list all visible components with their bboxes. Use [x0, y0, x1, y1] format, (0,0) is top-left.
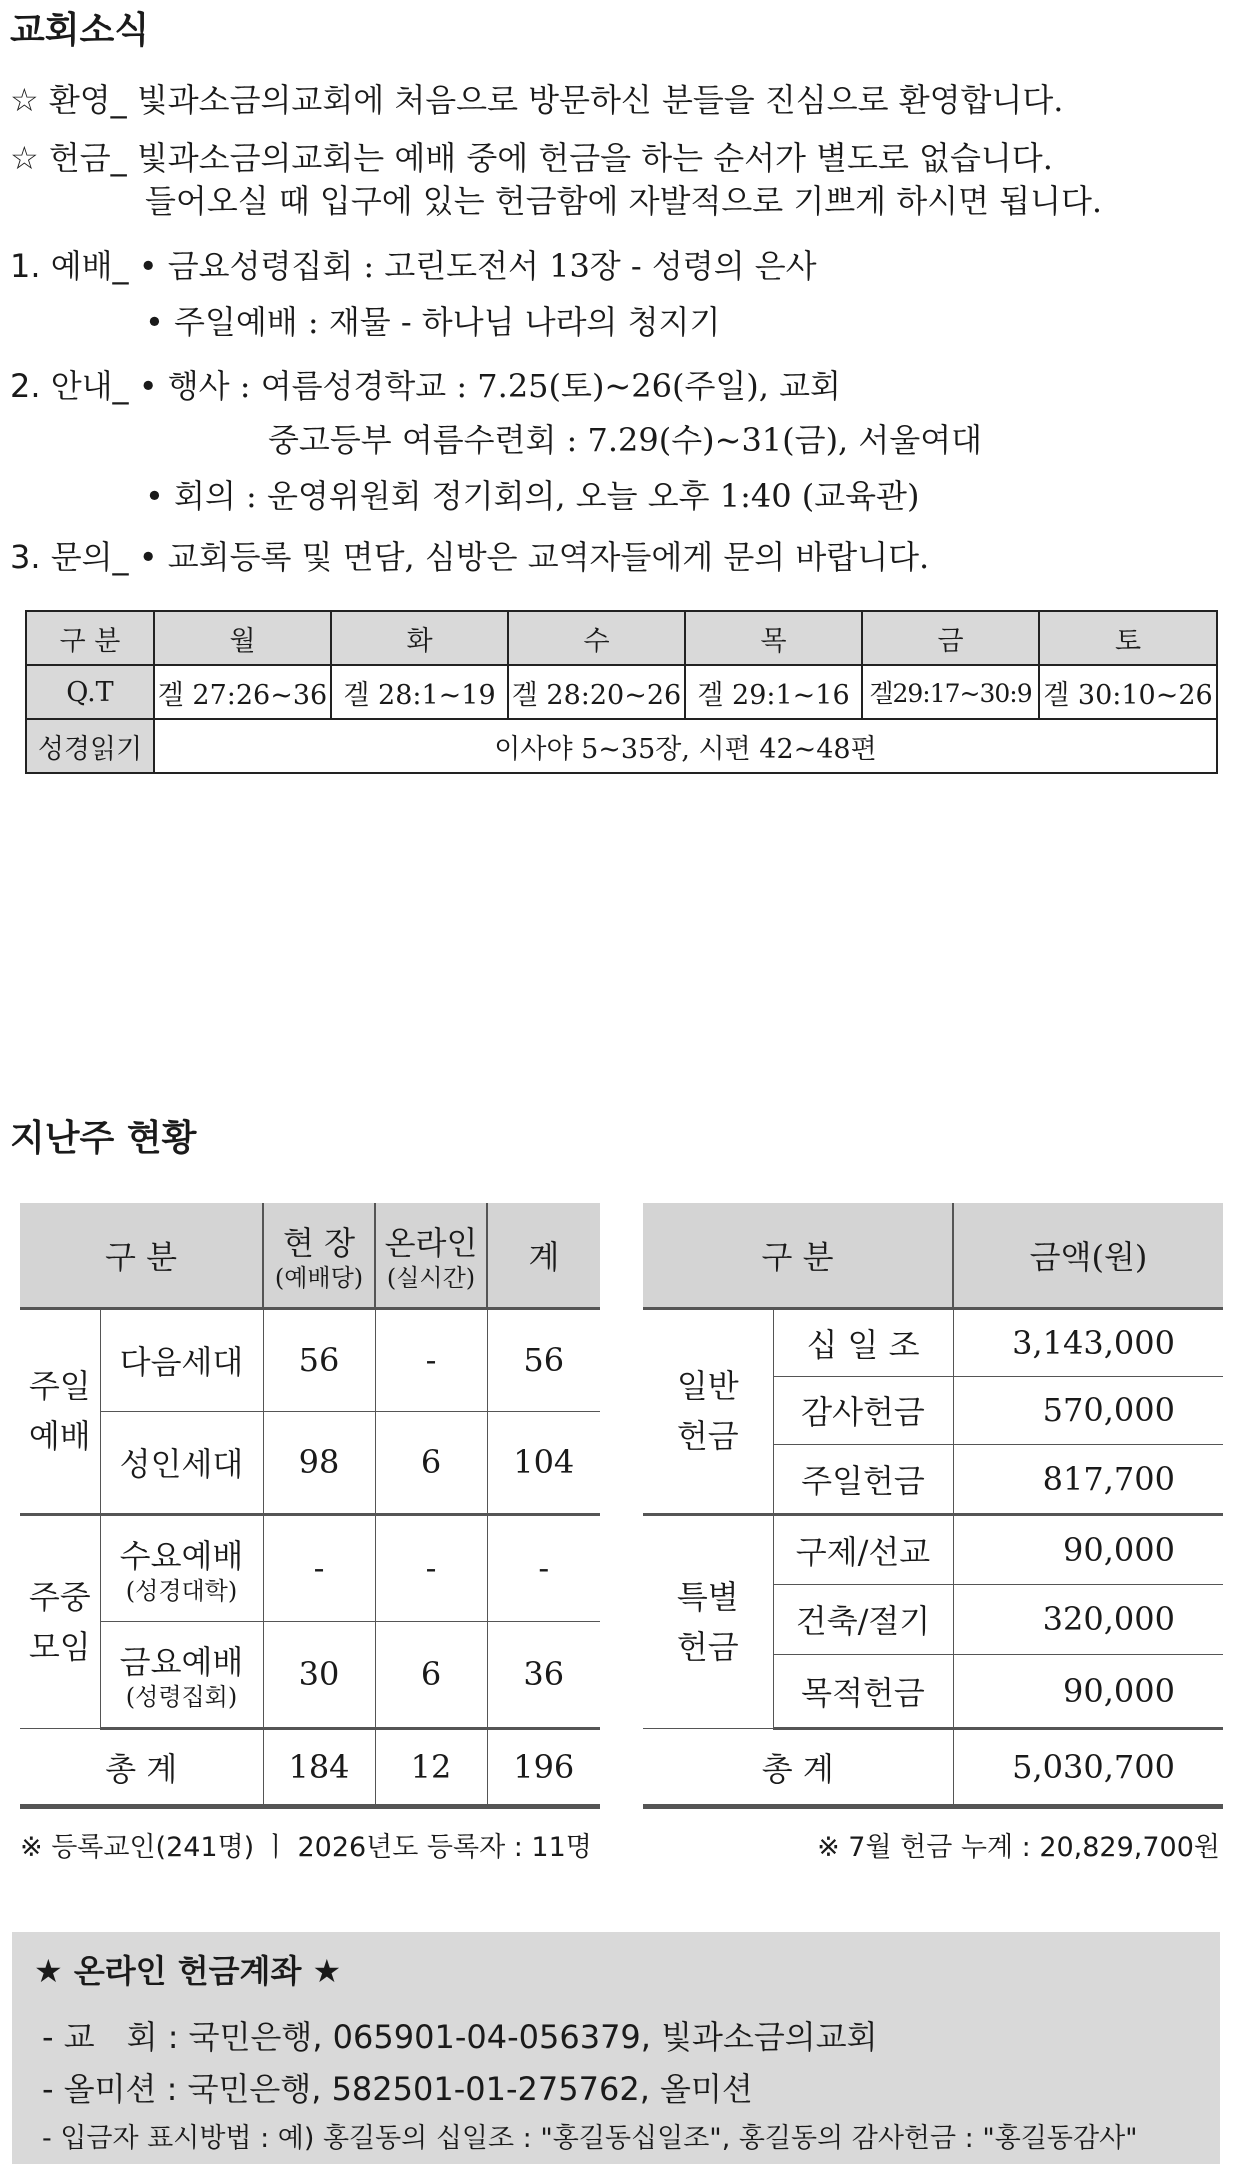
- attendance-head-online: [375, 1203, 487, 1308]
- reading-row: [26, 719, 1217, 773]
- table-row-total: [643, 1728, 1223, 1806]
- offering-head-category: 구 분: [643, 1203, 953, 1308]
- sum-label: 총 계: [20, 1728, 263, 1806]
- offering-label: ☆ 헌금_: [10, 139, 127, 177]
- qt-day: 수: [508, 611, 685, 665]
- group-special: 특별 헌금: [643, 1514, 773, 1728]
- attendance-head-onsite: [263, 1203, 375, 1308]
- qt-cell: 겔 28:1~19: [331, 665, 508, 719]
- account-allmission: - 올미션 : 국민은행, 582501-01-275762, 올미션: [42, 2070, 753, 2108]
- sum-online: 12: [375, 1728, 487, 1806]
- online-account-box: [12, 1932, 1220, 2164]
- reading-cell: 이사야 5~35장, 시편 42~48편: [154, 719, 1217, 773]
- row-name: 주일헌금: [773, 1444, 953, 1514]
- inquiry-item-1: • 교회등록 및 면담, 심방은 교역자들에게 문의 바랍니다.: [138, 538, 930, 576]
- row-amount: 320,000: [953, 1584, 1223, 1654]
- row-onsite: 98: [263, 1411, 375, 1514]
- offering-table: [643, 1203, 1223, 1809]
- offering-text-1: 빛과소금의교회는 예배 중에 헌금을 하는 순서가 별도로 없습니다.: [136, 139, 1053, 177]
- account-depositor-guide: - 입금자 표시방법 : 예) 홍길동의 십일조 : "홍길동십일조", 홍길동의 감사헌금 : "홍길동감사": [42, 2123, 1138, 2154]
- table-row: [20, 1514, 600, 1621]
- qt-row-label: Q.T: [26, 665, 154, 719]
- online-label: 온라인: [384, 1223, 478, 1262]
- row-amount: 90,000: [953, 1514, 1223, 1584]
- qt-cell: 겔 27:26~36: [154, 665, 331, 719]
- row-total: -: [487, 1514, 600, 1621]
- worship-label: 1. 예배_: [10, 247, 129, 285]
- offering-head-amount: 금액(원): [953, 1203, 1223, 1308]
- qt-cell: 겔29:17~30:9: [862, 665, 1039, 719]
- attendance-header-row: [20, 1203, 600, 1308]
- row-total: 104: [487, 1411, 600, 1514]
- qt-day: 목: [685, 611, 862, 665]
- row-total: 56: [487, 1308, 600, 1411]
- table-row: [20, 1308, 600, 1411]
- sum-label: 총 계: [643, 1728, 953, 1806]
- worship-item-2: • 주일예배 : 재물 - 하나님 나라의 청지기: [145, 303, 721, 341]
- notice-item-1: • 행사 : 여름성경학교 : 7.25(토)~26(주일), 교회: [138, 367, 841, 405]
- sum-onsite: 184: [263, 1728, 375, 1806]
- reading-row-label: 성경읽기: [26, 719, 154, 773]
- row-online: -: [375, 1308, 487, 1411]
- table-row: [643, 1308, 1223, 1376]
- notice-item-1b: 중고등부 여름수련회 : 7.29(수)~31(금), 서울여대: [268, 421, 983, 459]
- row-amount: 3,143,000: [953, 1308, 1223, 1376]
- row-onsite: -: [263, 1514, 375, 1621]
- qt-day: 금: [862, 611, 1039, 665]
- worship-line: [10, 246, 817, 286]
- note-registered: ※ 등록교인(241명) ㅣ 2026년도 등록자 : 11명: [20, 1832, 592, 1863]
- note-offering-total: ※ 7월 헌금 누계 : 20,829,700원: [817, 1832, 1220, 1863]
- qt-row: [26, 665, 1217, 719]
- account-church: - 교 회 : 국민은행, 065901-04-056379, 빛과소금의교회: [42, 2018, 878, 2056]
- row-amount: 817,700: [953, 1444, 1223, 1514]
- attendance-table: [20, 1203, 600, 1809]
- notice-line: [10, 366, 841, 406]
- onsite-label: 현 장: [283, 1223, 355, 1262]
- row-name: 수요예배 (성경대학): [100, 1514, 263, 1621]
- row-name: 성인세대: [100, 1411, 263, 1514]
- row-onsite: 30: [263, 1621, 375, 1728]
- qt-day: 화: [331, 611, 508, 665]
- welcome-label: ☆ 환영_: [10, 81, 127, 119]
- qt-corner: 구 분: [26, 611, 154, 665]
- welcome-text: 빛과소금의교회에 처음으로 방문하신 분들을 진심으로 환영합니다.: [136, 81, 1064, 119]
- attendance-head-total: 계: [487, 1203, 600, 1308]
- onsite-sub: (예배당): [274, 1263, 364, 1292]
- row-name: 감사헌금: [773, 1376, 953, 1444]
- notice-item-2: • 회의 : 운영위원회 정기회의, 오늘 오후 1:40 (교육관): [145, 477, 920, 515]
- table-row-total: [20, 1728, 600, 1806]
- table-row: [643, 1514, 1223, 1584]
- qt-day: 토: [1039, 611, 1217, 665]
- welcome-line: [10, 80, 1063, 120]
- inquiry-label: 3. 문의_: [10, 538, 129, 576]
- attendance-head-category: 구 분: [20, 1203, 263, 1308]
- row-online: 6: [375, 1411, 487, 1514]
- offering-header-row: [643, 1203, 1223, 1308]
- sum-total: 196: [487, 1728, 600, 1806]
- row-name: 금요예배 (성령집회): [100, 1621, 263, 1728]
- row-amount: 90,000: [953, 1654, 1223, 1728]
- sum-amount: 5,030,700: [953, 1728, 1223, 1806]
- row-total: 36: [487, 1621, 600, 1728]
- row-name: 십 일 조: [773, 1308, 953, 1376]
- inquiry-line: [10, 537, 929, 577]
- row-name: 다음세대: [100, 1308, 263, 1411]
- qt-header-row: [26, 611, 1217, 665]
- row-name: 목적헌금: [773, 1654, 953, 1728]
- news-title: 교회소식: [10, 10, 150, 51]
- online-sub: (실시간): [386, 1263, 476, 1292]
- group-general: 일반 헌금: [643, 1308, 773, 1514]
- row-amount: 570,000: [953, 1376, 1223, 1444]
- worship-item-1: • 금요성령집회 : 고린도전서 13장 - 성령의 은사: [138, 247, 817, 285]
- offering-text-2: 들어오실 때 입구에 있는 헌금함에 자발적으로 기쁘게 하시면 됩니다.: [145, 182, 1103, 220]
- qt-cell: 겔 28:20~26: [508, 665, 685, 719]
- table-row: [20, 1411, 600, 1514]
- row-onsite: 56: [263, 1308, 375, 1411]
- table-row: [20, 1621, 600, 1728]
- row-name: 건축/절기: [773, 1584, 953, 1654]
- row-online: -: [375, 1514, 487, 1621]
- notice-label: 2. 안내_: [10, 367, 129, 405]
- qt-cell: 겔 30:10~26: [1039, 665, 1217, 719]
- stats-title: 지난주 현황: [10, 1118, 197, 1159]
- qt-table: [25, 610, 1218, 774]
- group-sunday: 주일 예배: [20, 1308, 100, 1514]
- row-online: 6: [375, 1621, 487, 1728]
- account-title: ★ 온라인 헌금계좌 ★: [34, 1952, 342, 1990]
- qt-cell: 겔 29:1~16: [685, 665, 862, 719]
- qt-day: 월: [154, 611, 331, 665]
- row-name: 구제/선교: [773, 1514, 953, 1584]
- group-weekday: 주중 모임: [20, 1514, 100, 1728]
- offering-line: [10, 138, 1053, 178]
